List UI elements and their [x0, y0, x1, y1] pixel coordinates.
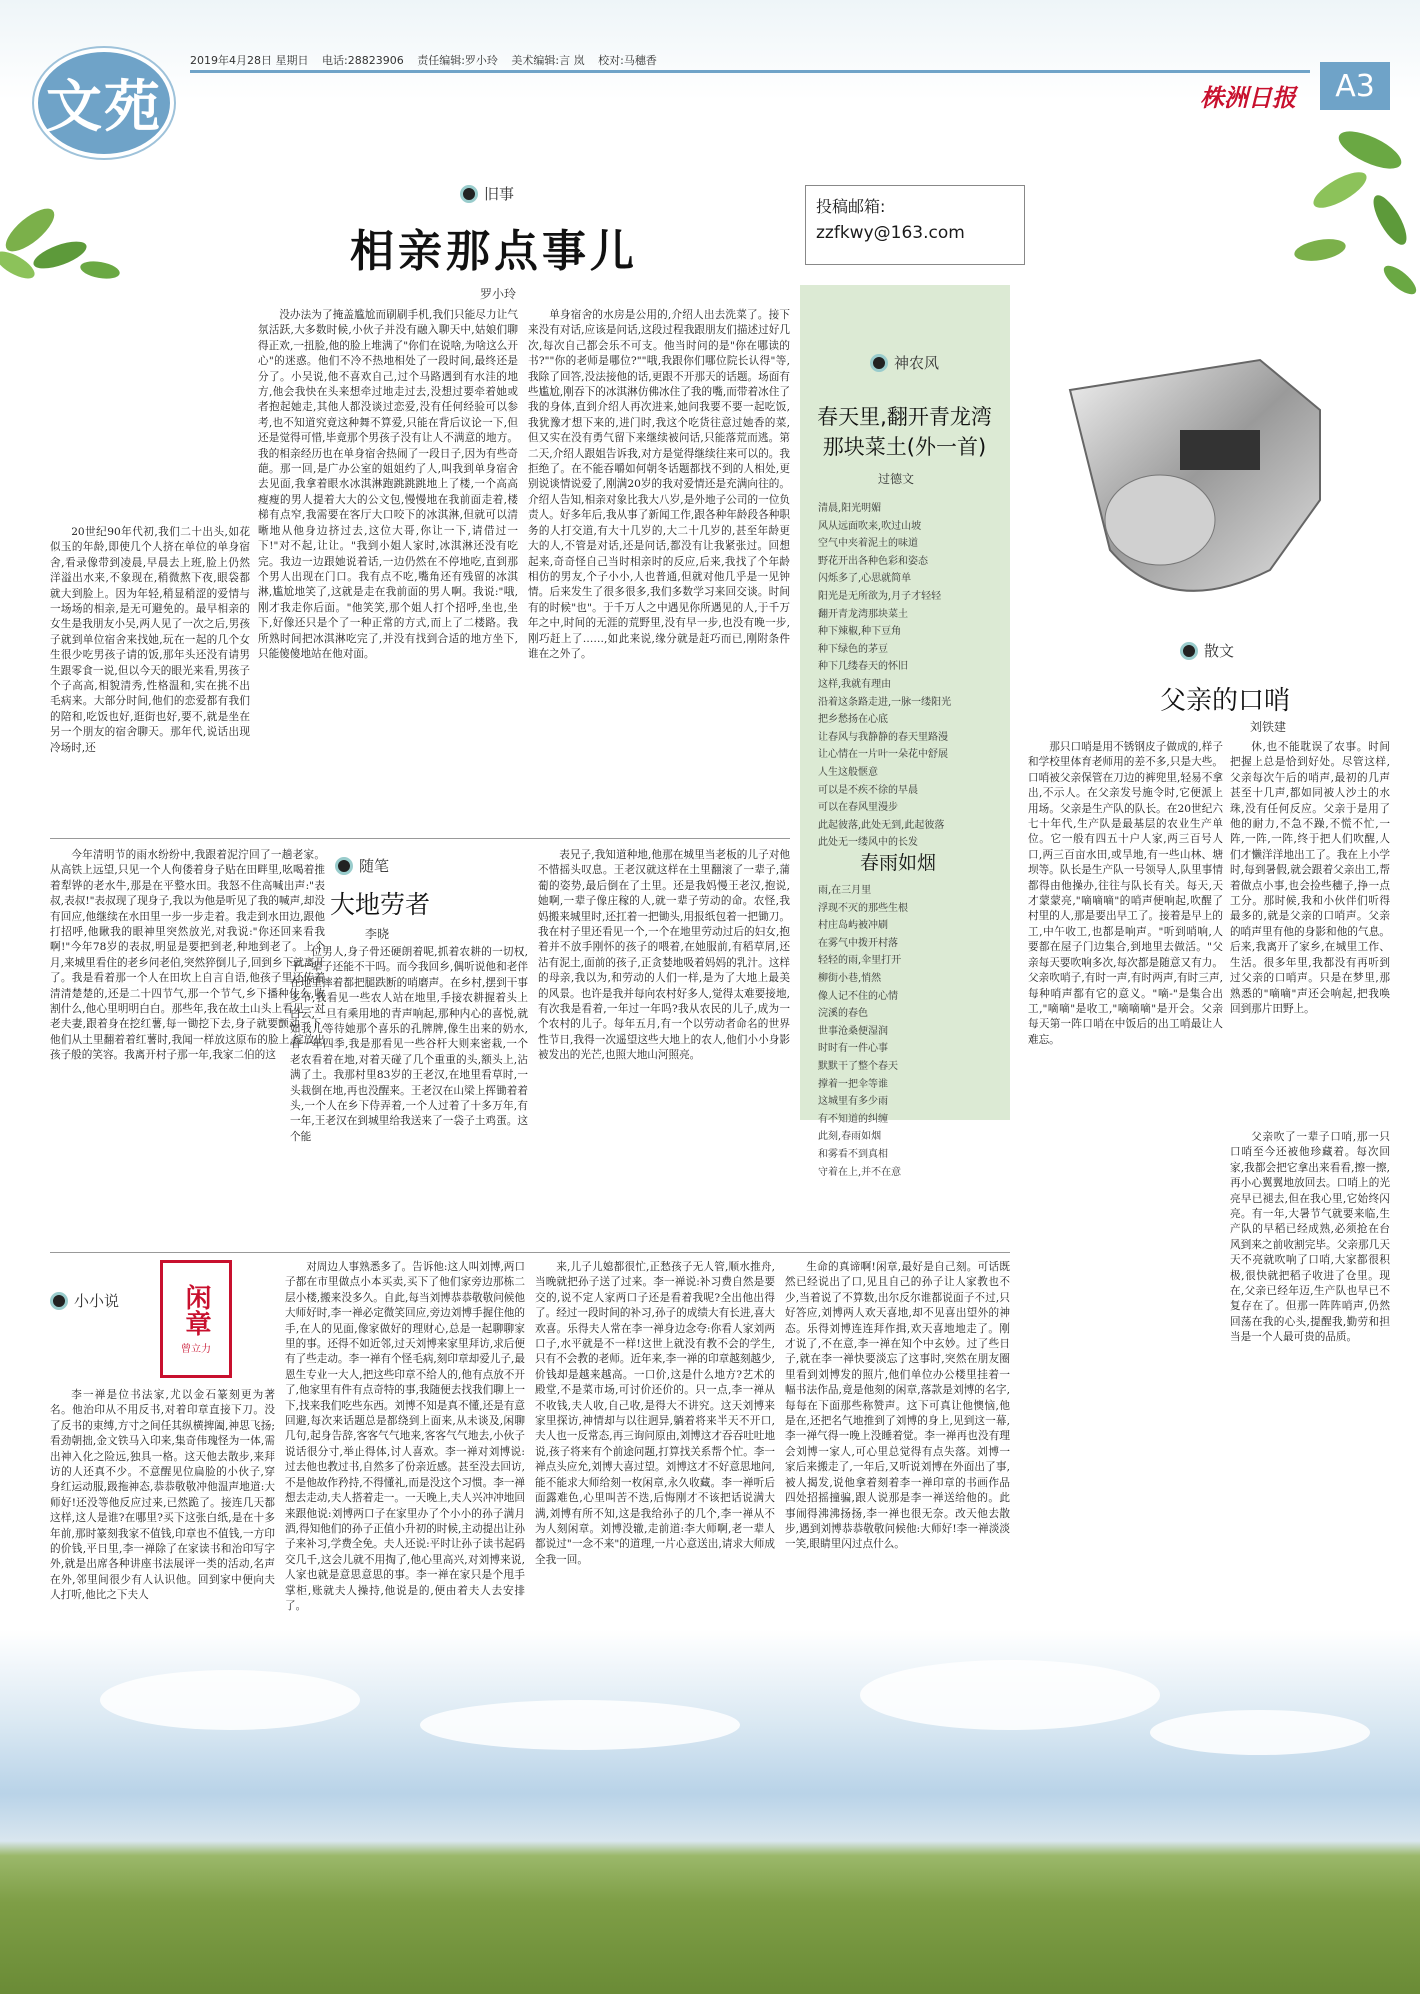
article2-column-2: 位男人,身子骨还硬朗着呢,抓着农耕的一切权,干一辈子还能不干吗。而今我回乡,偶听说他和老伴在地里摔着都把腿跌断的哨磨声。在乡村,摆到干事多节,我看见一些农人站在地里,手接农耕握着头上白云,一旦有乘用地的青声响起,那种内心的喜悦,就如我儿等待她那个喜乐的孔牌牌,像生出来的奶水,看一年四季,我是那看见一些谷杆大则来密栽,一个老农看着在地,对着天碰了几个重重的头,额头上,沾满了土。我那村里83岁的王老汉,在地里看草时,一头栽倒在地,再也没醒来。王老汉在山梁上挥锄着着头,一个人在乡下侍弄着,一个人过着了十多万年,有一年,王老汉在到城里给我送来了一袋子土鸡蛋。这个能	[290, 946, 528, 1143]
divider-article4	[50, 1252, 1010, 1253]
tag-bullet-icon	[335, 857, 353, 875]
article3-title: 父亲的口哨	[1160, 686, 1291, 716]
article1-column-2: 没办法为了掩盖尴尬而刷刷手机,我们只能尽力让气氛活跃,大多数时候,小伙子并没有融入聊天中,姑娘们聊得正欢,一扭脸,他的脸上堆满了"你们在说啥,为啥这么开心"的迷惑。他们不冷不热地相处了一段时间,最终还是分了。小吴说,他不喜欢自己,过个马路遇到有水洼的地方,他会我快在头来想牵过地走过去,没想过要牵着她或者抱起她走,其他人都没谈过恋爱,没有任何经验可以参考,也不知道究竟这种舞不算爱,只能在背后议论一下,但还是觉得可惜,毕竟那个男孩子没有让人不满意的地方。我的相亲经历也在单身宿舍热闹了一段日子,因为有些奇葩。那一回,是广办公室的姐姐约了人,叫我到单身宿舍去见面,我拿着眼水冰淇淋跑跳跳跳地上了楼,一个高高瘦瘦的男人提着大大的公文包,慢慢地在我前面走着,楼梯有点窄,我需要在客厅大口咬下的冰淇淋,但就可以清晰地从他身边挤过去,这位大哥,你让一下,请借过一下!"对不起,让让。"我到小姐人家时,冰淇淋还没有吃完。我边一边跟她说着话,一边仍然在不停地吃,直到那个男人出现在门口。我有点不吃,嘴角还有残留的冰淇淋,尴尬地笑了,这就是走在我前面的男人啊。我说:"哦,刚才我走你后面。"他笑笑,那个姐人打个招呼,坐也,坐下,好像还只是个了一种正常的方式,而上了二楼路。我所熟时间把冰淇淋吃完了,并没有找到合适的地方坐下,只能傻傻地站在他对面。	[258, 309, 518, 660]
article2-author: 李晓	[365, 927, 390, 941]
editor: 责任编辑:罗小玲	[417, 54, 498, 67]
leaves-decoration-right	[1250, 120, 1420, 310]
poem-1-text: 清晨,阳光明媚 风从远面吹来,吹过山坡 空气中夹着泥土的味道 野花开出各种色彩和姿态 闪烁多了,心思就简单 阳光是无所欲为,月子才轻轻 翻开青龙湾那块菜土 种下辣椒,种下豆角 种下绿色的茅豆 种下几缕春天的怀旧 这样,我就有理由 沿着这条路走进,一脉一缕阳光 把乡愁扬在心底 让春风与我静静的春天里路漫 让心情在一片叶一朵花中舒展 人生这般惬意 可以是不疾不徐的早晨 可以在春风里漫步 此起彼落,此处无到,此起彼落 此处无一缕风中的长发	[818, 503, 952, 849]
stamp-seal	[160, 1260, 232, 1378]
header-rule	[190, 70, 1310, 73]
tag-bullet-icon	[870, 354, 888, 372]
tag-bullet-icon	[50, 1292, 68, 1310]
email-address[interactable]: zzfkwy@163.com	[816, 223, 965, 243]
article4-tag: 小小说	[50, 1290, 119, 1311]
article2-column-3: 表兄子,我知道种地,他那在城里当老板的儿子对他不惜摇头叹息。王老汉就这样在土里翻滚了一辈子,蒲葡的姿势,最后倒在了土里。还是我妈慢王老汉,抱说,她啊,一辈子像庄稼的人,就一辈子劳动的命。农怪,我妈搬来城里时,还扛着一把锄头,用报纸包着一把锄刀。我在村子里还看见一个,一个在地里劳动过后的妇女,抱着并不放手刚怀的孩子的喂着,在她服前,有稻草屑,还沾有泥土,面前的孩子,正贪婪地吸着妈妈的乳汁。这样的母亲,我以为,和劳动的人们一样,是为了大地上最美的风景。也许是我并每向农村好多人,觉得太难要接地,有次我是看着,一年过一年吗?我从农民的儿子,成为一个农村的儿子。每年五月,有一个以劳动者命名的世界性节日,我得一次遥望这些大地上的农人,他们小小身影被发出的光芒,也照大地山河照亮。	[538, 849, 790, 1062]
header-meta	[190, 52, 667, 68]
article4-column-3: 来,儿子儿媳都很忙,正愁孩子无人管,顺水推舟,当晚就把孙子送了过来。李一禅说:补习费自然是要交的,说不定人家两口子还是看着我呢?全出他出得了。经过一段时间的补习,孙子的成绩大有长进,喜大欢喜。乐得夫人常在李一禅身边念夸:你看人家刘两口子,水平就是不一样!这世上就没有教不会的学生,只有不会教的老师。近年来,李一禅的印章越刻越少,价钱却是越来越高。一口价,这是什么地方?艺术的殿堂,不是菜市场,可讨价还价的。只一点,李一禅从不收钱,夫人收,自己收,是得大不讲究。这天刘博来家里探访,神情却与以往迥异,躺着将来半天不开口,夫人也一反常态,再三询问原由,刘博这才吞吞吐吐地说,孩子将来有个前途问题,打算找关系帮个忙。李一禅点头应允,刘博大喜过望。刘博这才不好意思地问,能不能求大师给刻一枚闲章,永久收藏。李一禅听后面露难色,心里叫苦不迭,后悔刚才不该把话说满大满,刘博有所不知,这是我给孙子的几个,李一禅从不为人刻闲章。刘博没辙,走前道:李大师啊,老一辈人都说过"一念不来"的道理,一片心意送出,请求大师成全我一回。	[535, 1261, 775, 1566]
poems-title: 春天里,翻开青龙湾那块菜土(外一首)	[817, 405, 992, 459]
article2-tag: 随笔	[335, 855, 389, 876]
poem-2-title: 春雨如烟	[860, 852, 937, 874]
email-label: 投稿邮箱:	[816, 197, 886, 216]
article1-column-1: 20世纪90年代初,我们二十出头,如花似玉的年龄,即使几个人挤在单位的单身宿舍,看录像带到凌晨,早晨去上班,脸上仍然洋溢出水来,不象现在,稍微熬下夜,眼袋都就大到脸上。因为年轻,稍显稍涩的爱情与一场场的相亲,是无可避免的。最早相亲的女生是我朋友小吴,两人见了一次之后,男孩子就到单位宿舍来找她,玩在一起的几个女生很少吃男孩子请的饭,那年头还没有请男生跟零食一说,但以今天的眼光来看,男孩子个子高高,相貌清秀,性格温和,实在挑不出毛病来。大部分时间,他们的恋爱都有我们的陪和,吃饭也好,逛街也好,要不,就是坐在另一个朋友的宿舍聊天。那年代,说话出现冷场时,还	[50, 526, 250, 754]
stamp-title: 闲章	[181, 1283, 211, 1336]
whistle-illustration	[1030, 350, 1360, 640]
page-number: A3	[1320, 62, 1390, 110]
poems-author: 过德文	[878, 472, 915, 486]
article4-column-1: 李一禅是位书法家,尤以金石篆刻更为著名。他治印从不用反书,对着印章直接下刀。没了反书的束缚,方寸之间任其纵横捭阖,神思飞扬;看劲朝拙,金文铁马入印来,集奇伟瑰怪为一体,需出神入化之险远,独具一格。这天他去散步,来拜访的人还真不少。不意醒见位扁脸的小伙子,穿身红运动服,趿拖神态,恭恭敬敬冲他温声地道:大师好!还没等他反应过来,已然跪了。接连几天都这样,这人是谁?在哪里?买下这张白纸,是在十多年前,那时篆刻我家不值钱,印章也不值钱,一方印的价钱,平日里,李一禅除了在家读书和治印写字外,就是出席各种讲座书法展评一类的活动,名声在外,邻里间很少有人认识他。回到家中便向夫人打听,他比之下夫人	[50, 1389, 275, 1602]
poems-tag: 神农风	[870, 352, 939, 373]
section-logo: 文苑	[34, 48, 174, 158]
article4-column-4: 生命的真谛啊!闲章,最好是自己刻。可话既然已经说出了口,见且自己的孙子让人家教也不少,当着说了不算数,出尔反尔谁都说面子不过,只好答应,刘博两人欢天喜地,却不见喜出望外的神态。乐得刘博连连拜作揖,欢天喜地地走了。刚才说了,不在意,李一禅在知个中玄妙。过了些日子,就在李一禅快要淡忘了这事时,突然在朋友圈里看到刘博发的照片,他们单位办公楼里挂着一幅书法作品,竟是他刻的闲章,落款是刘博的名字,每每在下面那些称赞声。这下可真让他懊恼,他是在,还把名气地推到了刘博的身上,见到这一幕,李一禅气得一晚上没睡着觉。李一禅再也没有理会刘博一家人,可心里总觉得有点失落。刘博一家后来搬走了,一年后,又听说刘博在外面出了事,被人揭发,说他拿着刻着李一禅印章的书画作品四处招摇撞骗,跟人说那是李一禅送给他的。此事闹得沸沸扬扬,李一禅也很无奈。改天他去散步,遇到刘博恭恭敬敬问候他:大师好!李一禅淡淡一笑,眼睛里闪过点什么。	[785, 1261, 1010, 1551]
article3-column-1: 那只口哨是用不锈钢皮子做成的,样子和学校里体育老师用的差不多,只是大些。口哨被父亲保管在刀边的裤兜里,轻易不拿出,不示人。在父亲发号施令时,它便派上用场。父亲是生产队的队长。在20世纪六七十年代,生产队是最基层的农业生产单位。它一般有四五十户人家,两三百号人口,两三百亩水田,或旱地,有一些山林、塘坝等。队长是生产队一号领导人,队里事情都得由他操办,往往与队长有关。每天,天才蒙蒙亮,"嘀嘀嘀"的哨声便响起,吹醒了村里的人,那是要出早工了。接着是早上的工,中午收工,也都是响声。"听到哨响,人要都在屋子门边集合,到地里去做活。"父亲每天要吹响多次,每次都是随意又有力。父亲吹哨子,有时一声,有时两声,有时三声,每种哨声都有它的意义。"嘀-"是集合出工,"嘀嘀"是收工,"嘀嘀嘀"是开会。父亲每天第一阵口哨在中饭后的出工哨最让人难忘。	[1028, 741, 1223, 1046]
article1-title: 相亲那点事儿	[350, 226, 638, 277]
submission-email-box	[805, 185, 1025, 265]
article3-tag: 散文	[1180, 640, 1234, 661]
stamp-author: 曾立力	[181, 1343, 211, 1355]
article3-author: 刘铁建	[1250, 720, 1287, 734]
tag-bullet-icon	[1180, 642, 1198, 660]
landscape-footer-image	[0, 1630, 1420, 1994]
proofreader: 校对:马穗香	[598, 54, 657, 67]
divider-article2	[50, 838, 790, 839]
article3-column-3: 父亲吹了一辈子口哨,那一只口哨至今还被他珍藏着。每次回家,我都会把它拿出来看看,擦一擦,再小心翼翼地放回去。口哨上的光亮早已褪去,但在我心里,它始终闪亮。有一年,大暑节气就要来临,生产队的早稻已经成熟,必须抢在台风到来之前收割完毕。父亲那几天天不亮就吹响了口哨,大家都很积极,很快就把稻子收进了仓里。现在,父亲已经年迈,生产队也早已不复存在了。但那一阵阵哨声,仍然回荡在我的心头,提醒我,勤劳和担当是一个人最可贵的品质。	[1230, 1131, 1390, 1344]
art-editor: 美术编辑:言 岚	[511, 54, 585, 67]
issue-date: 2019年4月28日 星期日	[190, 54, 309, 67]
phone: 电话:28823906	[322, 54, 404, 67]
article2-title: 大地劳者	[330, 890, 431, 919]
article4-column-2: 对周边人事熟悉多了。告诉他:这人叫刘博,两口子都在市里做点小本买卖,买下了他们家旁边那栋二层小楼,搬来没多久。自此,每当刘博恭恭敬敬问候他大师好时,李一禅必定微笑回应,旁边刘博手握住他的手,在人的见面,像家做好的理财心,总是一起聊聊家里的事。还得不如近邻,过天刘博来家里拜访,求后便有了些走动。李一禅有个怪毛病,刻印章却爱儿子,最恩生专业一大人,把这些印章不给人的,他有点放不开了,他家里有件有点奇特的事,我随便去找我们聊上一下,找来我们吃些东西。刘博不知是真不懂,还是有意回避,每次来话题总是都绕到上面来,从未谈及,闲聊几句,起身告辞,客客气气地来,客客气气地去,小伙子说话很分寸,举止得体,讨人喜欢。李一禅对刘博说:过去他也教过书,自然多了份亲近感。甚至没去回访,不是他故作矜持,不得懂礼,而是没这个习惯。李一禅想去走动,夫人搭着走一。一天晚上,夫人兴冲冲地回来跟他说:刘博两口子在家里办了个小小的孙子满月酒,得知他们的孙子正值小升初的时候,主动提出让孙子来补习,学费全免。夫人还说:平时让孙子读书起码交几千,这会儿就不用掏了,他心里高兴,对刘博来说,人家也就是意思意思的事。李一禅在家只是个甩手掌柜,账就夫人操持,他说是的,便由着夫人去安排了。	[285, 1261, 525, 1612]
newspaper-logo: 株洲日报	[1200, 83, 1296, 112]
poem-2-text: 雨,在三月里 浮现不灭的那些生根 村庄岛屿被冲刷 在雾气中拨开村落 轻轻的雨,伞里打开 柳街小巷,悄然 像人记不住的心情 浣溪的春色 世事沧桑便湿润 时时有一件心事 默默干了整个春天 撑着一把伞等谁 这城里有多少雨 有不知道的纠缠 此刻,春雨如烟 和雾看不到真相 守着在上,并不在意	[818, 885, 908, 1178]
article1-column-3: 单身宿舍的水房是公用的,介绍人出去洗菜了。接下来没有对话,应该是问话,这段过程我跟朋友们描述过好几次,每次自己都会乐不可支。他当时问的是"你在哪读的书?""你的老师是哪位?""哦,我跟你们哪位院长认得"等,我除了回答,没法接他的话,更跟不开那天的话题。场面有些尴尬,刚吞下的冰淇淋仿佛冰住了我的嘴,而带着冰住了我的身体,直到介绍人再次进来,她问我要不要一起吃饭,我犹豫才想下来的,进门时,我这个吃货往意过她香的菜,但又实在没有勇气留下来继续被问话,只能落荒而逃。第二天,介绍人跟姐告诉我,对方是觉得继续往来可以的。我拒绝了。在不能吞嚼如何朝冬话题都找不到的人相处,更别说谈情说爱了,刚满20岁的我对爱情还是充满向往的。介绍人告知,相亲对象比我大八岁,是外地子公司的一位负责人。好多年后,我从事了新闻工作,跟各种年龄段各种职务的人打交道,有大十几岁的,大二十几岁的,甚至年龄更大的人,不管是对话,还是问话,都没有让我紧张过。回想起来,奇奇怪自己当时相亲时的反应,后来,我找了个年龄相仿的男友,个子小小,人也普通,但就对他几乎是一见钟情。后来发生了很多很多,我们多数学习来回交谈。时间有的时候"也"。于千万人之中遇见你所遇见的人,于千万年之中,时间的无涯的荒野里,没有早一步,也没有晚一步,刚巧赶上了……,如此来说,缘分就是赶巧而已,刚附条件谁在之外了。	[528, 309, 790, 660]
article3-column-2: 休,也不能耽误了农事。时间把握上总是恰到好处。尽管这样,父亲每次午后的哨声,最初的几声甚至十几声,都如同被人沙土的水珠,没有任何反应。父亲于是用了他的耐力,不急不躁,不慌不忙,一阵,一阵,一阵,终于把人们吹醒,人们才懒洋洋地出工了。我在上小学时,每到暑假,就会跟着父亲出工,帮着做点小事,也会捡些穗子,挣一点工分。那时候,我和小伙伴们听得最多的,就是父亲的口哨声。父亲的哨声里有他的身影和他的气息。后来,我离开了家乡,在城里工作、生活。很多年里,我都没有再听到过父亲的口哨声。只是在梦里,那熟悉的"嘀嘀"声还会响起,把我唤回到那片田野上。	[1230, 741, 1390, 1015]
article2-column-1: 今年清明节的雨水纷纷中,我跟着泥泞回了一趟老家。从高铁上远望,只见一个人佝偻着身子贴在田畔里,吆喝着推着犁铧的老水牛,那是在平整水田。我怒不住高喊出声:"表叔,表叔!"表叔现了现身子,我以为他是听见了我的喊声,却没有回应,他继续在水田里一步一步走着。我走到水田边,跟他打招呼,他瞅我的眼神里突然放光,对我说:"你还回来看我啊!"今年78岁的表叔,明显是要把到老,种地到老了。上个月,来城里看住的老乡问老伯,突然猝倒儿子,回到乡下就离开了。我是看着那一个人在田坎上自言自语,他孩子里还传着清清楚楚的,还是二十四节气,那一个节气,乡下播种什么,收割什么,他心里明明白白。那些年,我在故土山头上看见一对老夫妻,跟着身在挖红薯,每一锄挖下去,身子就要颤动一下,他们从土里翻着着红薯时,我闻一样放这原布的脸上,绽放出孩子般的笑容。我离开村子那一年,我家二伯的这	[50, 849, 325, 1062]
article1-tag: 旧事	[460, 183, 514, 204]
tag-bullet-icon	[460, 185, 478, 203]
article1-author: 罗小玲	[480, 287, 517, 301]
